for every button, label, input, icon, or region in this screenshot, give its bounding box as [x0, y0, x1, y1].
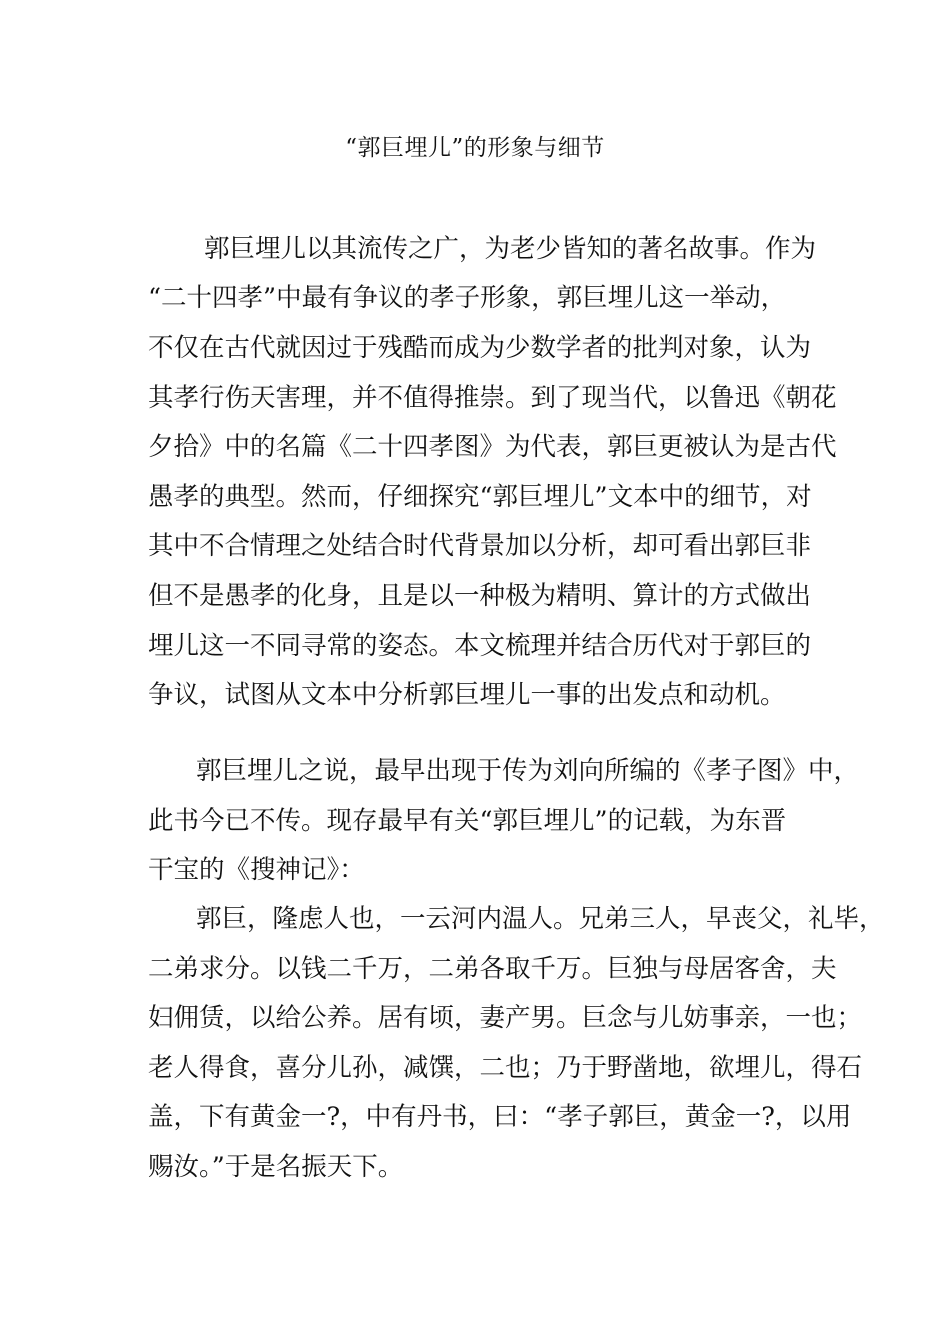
quote-line-1: 郭巨，隆虑人也，一云河内温人。兄弟三人，早丧父，礼毕，: [196, 904, 885, 934]
paragraph-1-line-9: 埋儿这一不同寻常的姿态。本文梳理并结合历代对于郭巨的: [148, 631, 812, 661]
paragraph-1-line-10: 争议，试图从文本中分析郭巨埋儿一事的出发点和动机。: [148, 680, 786, 710]
quote-line-5: 盖，下有黄金一?，中有丹书，曰：“孝子郭巨，黄金一?，以用: [148, 1102, 852, 1132]
quote-line-2: 二弟求分。以钱二千万，二弟各取千万。巨独与母居客舍，夫: [148, 954, 837, 984]
paragraph-1-line-3: 不仅在古代就因过于残酷而成为少数学者的批判对象，认为: [148, 333, 812, 363]
quote-line-3: 妇佣赁，以给公养。居有顷，妻产男。巨念与儿妨事亲，一也；: [148, 1003, 863, 1033]
paragraph-1-line-8: 但不是愚孝的化身，且是以一种极为精明、算计的方式做出: [148, 581, 812, 611]
paragraph-1-line-1: 郭巨埋儿以其流传之广，为老少皆知的著名故事。作为: [204, 234, 817, 264]
paragraph-2-line-3: 干宝的《搜神记》：: [148, 855, 365, 885]
paragraph-1-line-4: 其孝行伤天害理，并不值得推崇。到了现当代，以鲁迅《朝花: [148, 383, 837, 413]
paragraph-1-line-5: 夕拾》中的名篇《二十四孝图》为代表，郭巨更被认为是古代: [148, 432, 837, 462]
document-title: “郭巨埋儿”的形象与细节: [345, 135, 605, 161]
quote-line-4: 老人得食，喜分儿孙，减馔，二也；乃于野凿地，欲埋儿，得石: [148, 1053, 863, 1083]
paragraph-1-line-7: 其中不合情理之处结合时代背景加以分析，却可看出郭巨非: [148, 531, 812, 561]
paragraph-2-line-1: 郭巨埋儿之说，最早出现于传为刘向所编的《孝子图》中，: [196, 756, 860, 786]
quote-line-6: 赐汝。”于是名振天下。: [148, 1152, 404, 1182]
paragraph-1-line-6: 愚孝的典型。然而，仔细探究“郭巨埋儿”文本中的细节，对: [148, 482, 812, 512]
paragraph-1-line-2: “二十四孝”中最有争议的孝子形象，郭巨埋儿这一举动，: [148, 283, 787, 313]
paragraph-2-line-2: 此书今已不传。现存最早有关“郭巨埋儿”的记载，为东晋: [148, 806, 787, 836]
